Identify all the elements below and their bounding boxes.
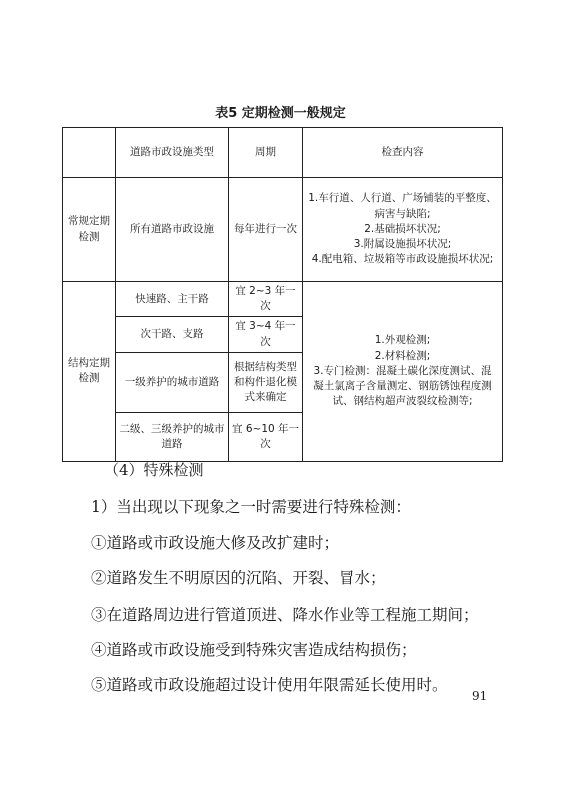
structural-content-line: 1.外观检测; [374, 334, 431, 347]
structural-content-line: 试、钢结构超声波裂纹检测等; [332, 395, 473, 408]
structural-type-cell: 快速路、主干路 [116, 282, 229, 317]
body-paragraph: 1）当出现以下现象之一时需要进行特殊检测： [91, 498, 411, 516]
structural-content-line: 凝土氯离子含量测定、钢筋锈蚀程度测 [313, 380, 492, 393]
structural-period-cell: 宜 2~3 年一次 [229, 282, 303, 317]
body-paragraph: ④道路或市政设施受到特殊灾害造成结构损伤； [91, 641, 417, 659]
header-cell-empty [63, 128, 116, 178]
section-title: （4）特殊检测 [104, 461, 204, 479]
routine-content-line: 2.基础损坏状况; [364, 222, 441, 235]
routine-content-line: 1.车行道、人行道、广场铺装的平整度、 [308, 192, 497, 205]
body-paragraph: ③在道路周边进行管道顶进、降水作业等工程施工期间； [91, 606, 479, 624]
routine-period-cell: 每年进行一次 [229, 178, 303, 282]
body-paragraph: ②道路发生不明原因的沉陷、开裂、冒水； [91, 569, 386, 587]
table-row-routine [63, 178, 503, 282]
structural-content-line: 2.材料检测; [374, 349, 431, 362]
routine-content-line: 3.附属设施损坏状况; [353, 238, 452, 251]
routine-content-line: 4.配电箱、垃圾箱等市政设施损坏状况; [311, 253, 494, 266]
inspection-rules-table [62, 127, 503, 462]
structural-type-cell: 一级养护的城市道路 [116, 352, 229, 412]
table-caption: 表5 定期检测一般规定 [215, 106, 346, 121]
routine-content-cell [303, 178, 503, 282]
header-cell-facility-type: 道路市政设施类型 [116, 128, 229, 178]
table-header-row [63, 128, 503, 178]
routine-category-cell: 常规定期检测 [63, 178, 116, 282]
structural-type-cell: 次干路、支路 [116, 317, 229, 352]
routine-type-cell: 所有道路市政设施 [116, 178, 229, 282]
structural-category-cell: 结构定期检测 [63, 282, 116, 462]
structural-content-line: 3.专门检测：混凝土碳化深度测试、混 [313, 364, 492, 377]
body-paragraph: ①道路或市政设施大修及改扩建时； [91, 534, 340, 552]
structural-period-cell: 宜 3~4 年一次 [229, 317, 303, 352]
routine-content-line: 病害与缺陷; [374, 207, 431, 220]
body-paragraph: ⑤道路或市政设施超过设计使用年限需延长使用时。 [91, 676, 448, 694]
table-row-structural [63, 282, 503, 317]
header-cell-period: 周期 [229, 128, 303, 178]
structural-type-cell: 二级、三级养护的城市道路 [116, 412, 229, 461]
page-number: 91 [472, 689, 488, 703]
structural-content-cell [303, 282, 503, 462]
structural-period-cell: 根据结构类型和构件退化模式来确定 [229, 352, 303, 412]
structural-period-cell: 宜 6~10 年一次 [229, 412, 303, 461]
header-cell-content: 检查内容 [303, 128, 503, 178]
